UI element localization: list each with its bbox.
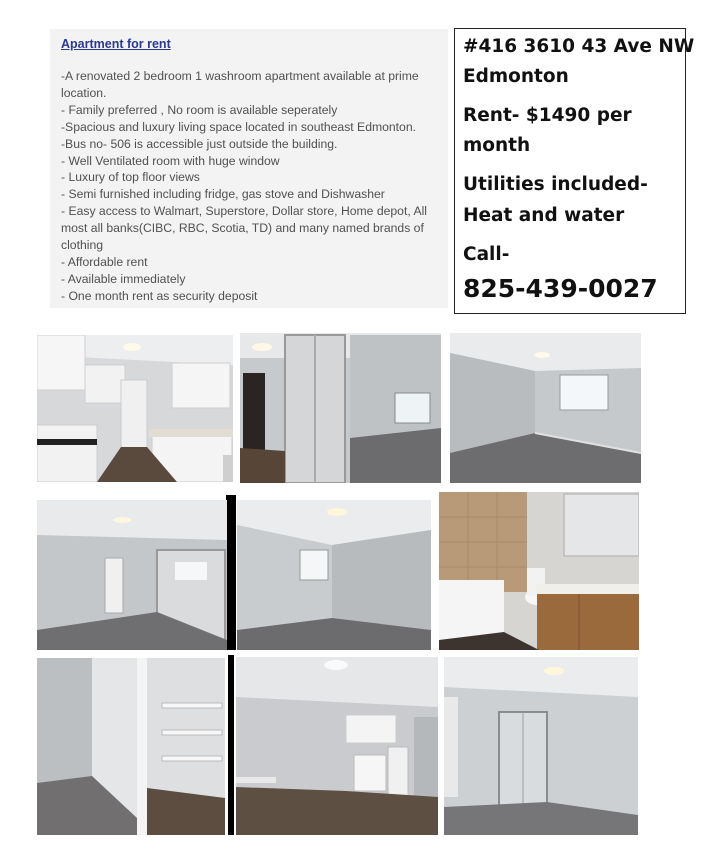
city-line: Edmonton xyxy=(463,66,569,87)
feature-item: - Available immediately xyxy=(61,271,186,286)
feature-item: - Family preferred , No room is available seperately xyxy=(61,102,338,117)
utilities-detail-line: Heat and water xyxy=(463,205,625,226)
bedroom-window-photo xyxy=(450,333,641,483)
feature-item: - Luxury of top floor views xyxy=(61,170,200,185)
rent-period-line: month xyxy=(463,135,531,156)
feature-item: - Semi furnished including fridge, gas stove and Dishwasher xyxy=(61,187,385,202)
listing-heading: Apartment for rent xyxy=(61,37,171,51)
utilities-line: Utilities included- xyxy=(463,174,648,195)
feature-item: - One month rent as security deposit xyxy=(61,288,258,303)
contact-info-box xyxy=(454,28,695,314)
feature-item: - Easy access to Walmart, Superstore, Dollar store, Home depot, All most all banks(CIBC, RBC, Scotia, TD) and many named brands of clothing xyxy=(61,204,427,253)
address-line: #416 3610 43 Ave NW xyxy=(463,36,695,57)
living-closet-photo xyxy=(444,657,638,835)
call-label: Call- xyxy=(463,244,510,265)
feature-item: -Spacious and luxury living space located in southeast Edmonton. xyxy=(61,119,417,134)
kitchen-photo xyxy=(37,335,233,482)
feature-list xyxy=(61,68,445,305)
phone-number: 825-439-0027 xyxy=(463,274,658,303)
photo-divider xyxy=(228,655,234,835)
photo-divider xyxy=(226,495,236,650)
bathroom-photo xyxy=(439,492,639,650)
feature-item: - Well Ventilated room with huge window xyxy=(61,153,280,168)
rent-line: Rent- $1490 per xyxy=(463,105,632,126)
living-kitchen-photo xyxy=(236,657,438,835)
feature-item: - Affordable rent xyxy=(61,254,148,269)
feature-item: -Bus no- 506 is accessible just outside the building. xyxy=(61,136,338,151)
hallway-pantry-photo xyxy=(37,658,225,835)
bedroom-closet-photo xyxy=(37,500,227,650)
entrance-closet-photo xyxy=(240,333,441,483)
description-panel xyxy=(50,29,448,308)
feature-item: -A renovated 2 bedroom 1 washroom apartment available at prime location. xyxy=(61,69,419,100)
bedroom-small-window-photo xyxy=(237,500,431,650)
